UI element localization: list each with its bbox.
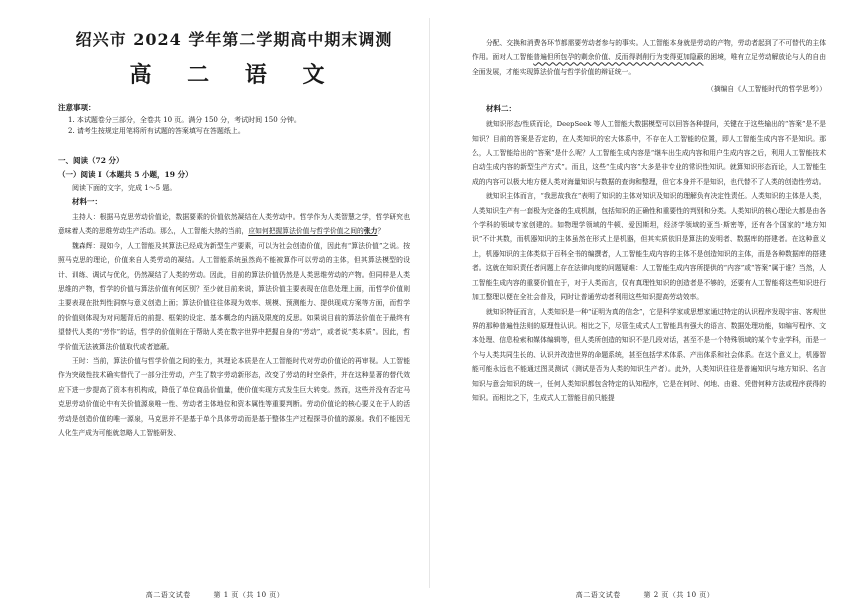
- material-label: 材料一：: [72, 197, 102, 206]
- bold-term: 张力: [363, 227, 378, 236]
- page-footer: [430, 590, 860, 600]
- paragraph-wangshi: 王时：当前，算法价值与哲学价值之间的张力，其理论本质是在人工智能时代对劳动价值论的再审视。人工智能作为突破性技术确实替代了一部分注劳动，产生了数字劳动新形态，改变了劳动的时空条件，并在这种显著的替代效应下进一步提高了资本有机构成，降低了单位商品价值量，使价值实现方式发生巨大转变。然而，这些并没有否定马克思劳动价值论中有关价值源泉唯一性、劳动者主体地位和资本属性等重要判断。劳动价值论的核心要义在于人的活劳动是创造价值的唯一源泉，马克思并不是基于单个具体劳动而是基于整体生产过程探寻价值的源泉。我们不能因无人化生产成为可能就忽略人工智能研发、: [58, 357, 410, 438]
- footer-label: 高二语文试卷: [145, 591, 191, 599]
- footer-page-number: 第 1 页（共 10 页）: [213, 591, 285, 599]
- footer-page-number: 第 2 页（共 10 页）: [643, 591, 715, 599]
- paragraph-knowledge-feature: 就知识特征而言，人类知识是一种“证明为真的信念”，它是科学家或思想家通过特定的认识程序发现宇宙、客观世界的那种普遍性法则的原理性认识。相比之下，尽管生成式人工智能具有强大的语言、数据处理功能，如编写程序、文本处理、信息检索和媒体编辑等，但人类所创造的知识不是几段对话，甚至不是一个特殊领域的某个专业学科，而是一个与人类共同生长的、认识并改造世界的命题系统，甚至包括学术体系、产出体系和社会体系。在这个意义上，机器智能可能永远也不能通过图灵测试（测试是否为人类的知识生产者）。此外，人类知识往往是普遍知识与地方知识、名言知识与意会知识的统一，任何人类知识都包含特定的认知程序，它是在何时、何地、由谁、凭借何种方法或程序获得的知识。而相比之下，生成式人工智能目前只能提: [472, 307, 826, 402]
- paragraph-host: [58, 210, 410, 239]
- page-2: [430, 0, 860, 608]
- material-label: 材料二：: [486, 104, 516, 114]
- paragraph-text: 主持人：根据马克思劳动价值论，数据要素的价值依然凝结在人类劳动中。哲学作为人类智慧之学，哲学研究也意味着人类的思维劳动生产活动。那么，人工智能大热的当前，: [58, 213, 410, 236]
- paragraph-text: ？: [377, 227, 385, 236]
- underlined-phrase: 应如何把握算法价值与哲学价值之间的: [248, 227, 364, 236]
- paragraph-knowledge-form: 就知识形态/性质而论，DeepSeek 等人工智能大数据模型可以回答各种提问，关键在于这些输出的“答案”是不是知识？目前的答案是否定的，在人类知识的宏大体系中，不存在人工智能的位置，即人工智能生成内容不是知识。那么，人工智能给出的“答案”是什么呢？人工智能生成内容是“继车出生成内容和用户生成内容之后，利用人工智能技术自动生成内容的新型生产方式”。而且，这些“生成内容”大多是非专业的常识性知识。就算知识形态而论，人工智能生成的内容可以极大地方便人类对海量知识与数据的查询和整理，但它本身并不是知识，也代替不了人类的创造性劳动。: [472, 120, 826, 186]
- paragraph-text: 分配、交换和消费各环节都需要劳动者参与的事实。人工智能本身就是劳动的产物，劳动者起到了不可替代的主体作用。面对人工智能: [472, 39, 826, 62]
- page-footer: [0, 590, 430, 600]
- subject-title: 高 二 语 文: [129, 62, 339, 88]
- subsection-heading: （一）阅读 I（本题共 5 小题，19 分）: [58, 170, 193, 179]
- wavy-underlined-phrase: 普遍但所包孕的剩余价值、反而得剥削行为变得更加隐蔽: [533, 53, 704, 62]
- paragraph-text: 的困境，唯有立足劳动解放论与人的自由全面发展，才能实现算法价值与哲学价值的辩证统一。: [472, 53, 827, 76]
- section-heading: 一、阅读（72 分）: [58, 156, 124, 165]
- note-item: 1. 本试题卷分三部分，全卷共 10 页。满分 150 分，考试时间 150 分钟。: [68, 116, 301, 124]
- notes-heading: 注意事项：: [58, 103, 96, 112]
- footer-label: 高二语文试卷: [575, 591, 621, 599]
- paragraph-knowledge-subject: 就知识主体而言，“我思故我在”表明了知识的主体对知识及知识的理解负有决定性责任。人类知识的主体是人类，人类知识生产有一套极为完备的生成机制，包括知识的正确性和重要性的判别和分类。人类知识的核心理论大都是由各个学科的领域专家创建的。如物理学领域的牛顿、爱因斯坦，经济学领域的亚当·斯密等，还有各个国家的“地方知识”不计其数，而机器知识的主体虽然在形式上是机器，但其实质依旧是算法的发明者、数据库的搭建者。在这种意义上，机器知识的主体类似于百科全书的编撰者，人工智能生成内容的主体不是创造知识的主体，而是各种数据库的搭建者。这就在知识责任者问题上存在法律向度的问题疑难：人工智能生成内容所提供的“内容”或“答案”属于谁？当然，人工智能生成内容的重要价值在于，对于人类而言，仅有真理性知识的创造者是不够的，还要有人工智能将这些知识进行加工整理以便在全社会普及，同时让普通劳动者利用这些知识提高劳动效率。: [472, 192, 826, 302]
- note-item: 2. 请考生按规定用笔将所有试题的答案填写在答题纸上。: [68, 127, 245, 135]
- paragraph-continued: [472, 36, 826, 79]
- instruction: 阅读下面的文字，完成 1～5 题。: [72, 184, 177, 192]
- source-citation: （摘编自《人工智能时代的哲学思考》）: [707, 85, 826, 94]
- exam-title: 绍兴市 2024 学年第二学期高中期末调测: [75, 30, 393, 49]
- paragraph-weisenhui: 魏森辉：现如今，人工智能及其算法已经成为新型生产要素，可以为社会创造价值，因此有“算法价值”之说。按照马克思的理论，价值来自人类劳动的凝结。人工智能系统虽然尚不能被算作可以劳动的主体，但其算法模型的设计、训练、调试与优化，仍然凝结了人类的劳动。因此，目前的算法价值仍然是人类思维劳动的产物。但同样是人类思维的产物，哲学的价值与算法价值有何区别？至少就目前来说，算法价值主要表现在信息处理上面，而哲学价值则主要表现在批判性洞察与意义创造上面；算法价值往往体现为效率、规模、预测能力、提供现成方案等方面，而哲学的价值则体现为对问题背后的前提、框架的设定、基本概念的内涵及限度的反思。如果说目前的算法价值在于最终有望替代人类的“劳作”的话，哲学的价值则在于帮助人类在数字世界中把握自身的“劳动”，或者说“类本质”。因此，哲学价值无法被算法价值取代或者遮蔽。: [58, 241, 410, 351]
